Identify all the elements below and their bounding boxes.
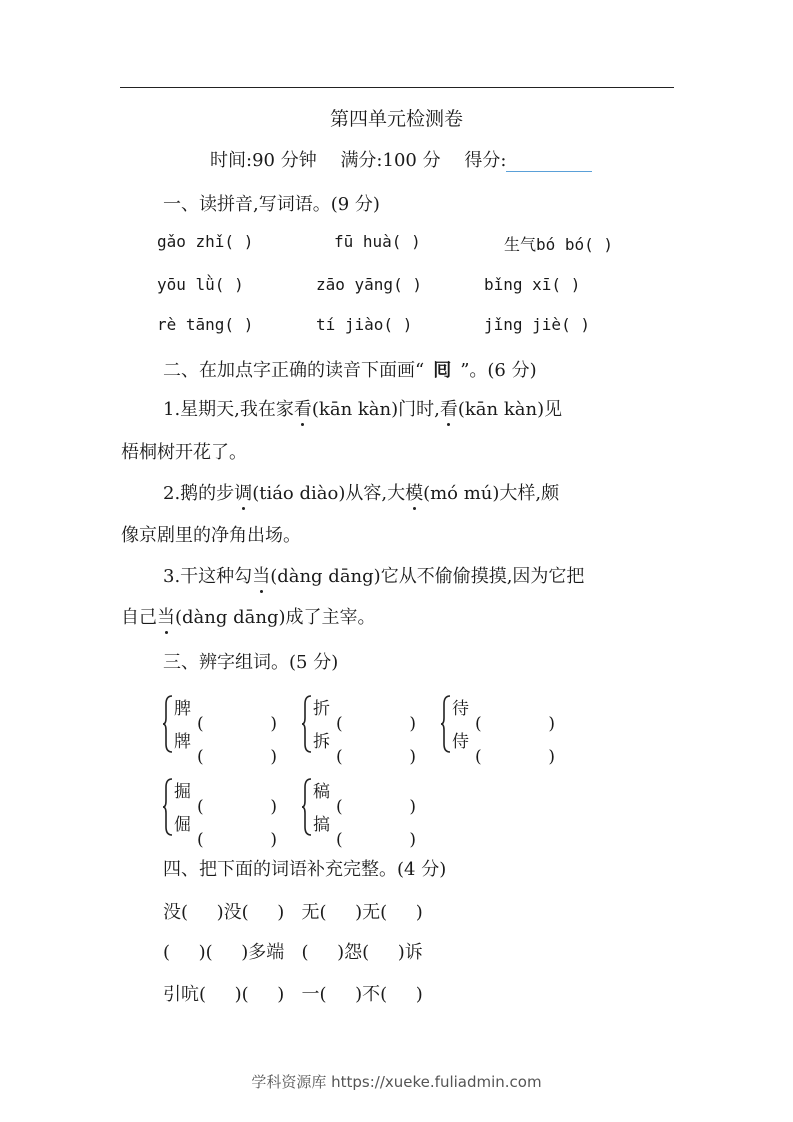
pinyin-item: 生气bó bó( ) bbox=[504, 235, 614, 254]
dotted-char: 当 bbox=[157, 603, 175, 629]
word-pair-item: 折 bbox=[313, 699, 330, 719]
section-4-heading: 四、把下面的词语补充完整。(4 分) bbox=[163, 859, 447, 880]
word-pair-item: 待 bbox=[452, 699, 469, 719]
word-pair-group bbox=[440, 694, 560, 758]
idiom-row: 没( )没( ) 无( )无( ) bbox=[163, 902, 423, 923]
pinyin-item: tí jiào( ) bbox=[316, 315, 413, 334]
brace-icon bbox=[162, 777, 174, 837]
dotted-char: 模 bbox=[405, 479, 423, 505]
dotted-char: 看 bbox=[294, 395, 312, 421]
question-3-line-1: 3.干这种勾当(dàng dāng)它从不偷偷摸摸,因为它把 bbox=[163, 562, 584, 588]
pinyin-item: rè tāng( ) bbox=[157, 315, 254, 334]
section-2-heading: 二、在加点字正确的读音下面画“ 囘 ”。(6 分) bbox=[163, 356, 537, 382]
word-pair-item: 稿 bbox=[313, 782, 330, 802]
word-pair-item: 搞 bbox=[313, 815, 330, 835]
word-pair-item: 倔 bbox=[174, 815, 191, 835]
dotted-char: 当 bbox=[252, 562, 270, 588]
section-3-heading: 三、辨字组词。(5 分) bbox=[163, 652, 339, 673]
pinyin-item: yōu lǜ( ) bbox=[157, 275, 244, 294]
dotted-char: 调 bbox=[234, 479, 252, 505]
word-pair-item: 牌 bbox=[174, 732, 191, 752]
top-rule bbox=[120, 87, 674, 88]
exam-meta bbox=[210, 146, 610, 172]
time-label: 时间:90 分钟 bbox=[210, 150, 317, 171]
question-1-line-2: 梧桐树开花了。 bbox=[121, 442, 247, 463]
word-pair-item: 侍 bbox=[452, 732, 469, 752]
section-1-heading: 一、读拼音,写词语。(9 分) bbox=[163, 194, 380, 215]
word-pair-group bbox=[301, 694, 421, 758]
question-2-line-2: 像京剧里的净角出场。 bbox=[121, 525, 301, 546]
word-pair-group bbox=[162, 694, 282, 758]
footer-watermark: 学科资源库 https://xueke.fuliadmin.com bbox=[251, 1073, 542, 1091]
pinyin-item: zāo yāng( ) bbox=[316, 275, 422, 294]
brace-icon bbox=[440, 694, 452, 754]
word-pair-item: 脾 bbox=[174, 699, 191, 719]
pinyin-item: gǎo zhǐ( ) bbox=[157, 232, 254, 251]
word-pair-group bbox=[162, 777, 282, 841]
pinyin-item: bǐng xī( ) bbox=[484, 275, 581, 294]
pinyin-mark-glyph: 囘 bbox=[433, 360, 452, 381]
brace-icon bbox=[162, 694, 174, 754]
page-title: 第四单元检测卷 bbox=[329, 108, 463, 130]
dotted-char: 看 bbox=[440, 395, 458, 421]
score-label: 得分: bbox=[464, 150, 507, 171]
word-pair-group bbox=[301, 777, 421, 841]
pinyin-item: fū huà( ) bbox=[334, 232, 421, 251]
word-pair-item: 拆 bbox=[313, 732, 330, 752]
idiom-row: ( )( )多端 ( )怨( )诉 bbox=[163, 942, 423, 963]
score-blank[interactable] bbox=[506, 151, 592, 172]
question-3-line-2: 自己当(dàng dāng)成了主宰。 bbox=[121, 603, 376, 629]
idiom-row: 引吭( )( ) 一( )不( ) bbox=[163, 984, 423, 1005]
full-score-label: 满分:100 分 bbox=[340, 150, 441, 171]
question-1-line-1: 1.星期天,我在家看(kān kàn)门时,看(kān kàn)见 bbox=[163, 395, 562, 421]
pinyin-item: jǐng jiè( ) bbox=[484, 315, 590, 334]
word-pair-item: 掘 bbox=[174, 782, 191, 802]
brace-icon bbox=[301, 777, 313, 837]
question-2-line-1: 2.鹅的步调(tiáo diào)从容,大模(mó mú)大样,颇 bbox=[163, 479, 559, 505]
brace-icon bbox=[301, 694, 313, 754]
